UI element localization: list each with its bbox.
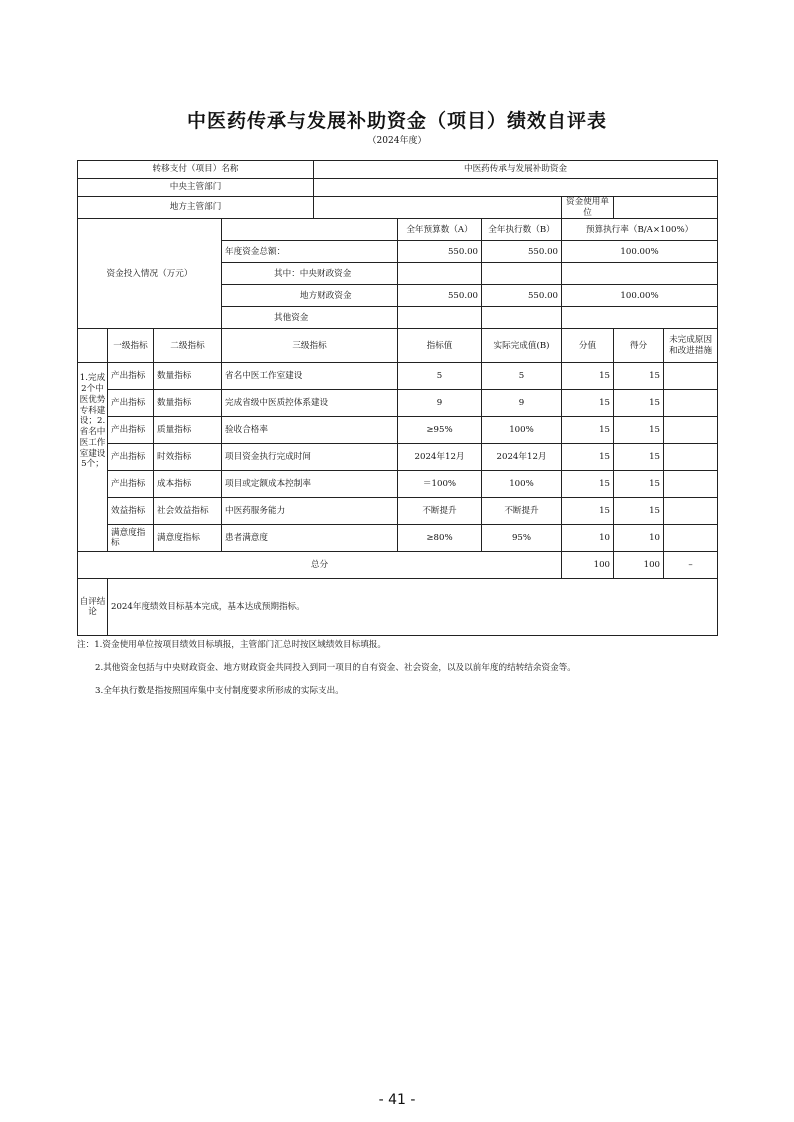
- indicator-l3: 患者满意度: [222, 525, 398, 552]
- indicator-l2: 社会效益指标: [154, 498, 222, 525]
- evaluation-table: [77, 160, 718, 636]
- total-label: 总分: [78, 552, 562, 579]
- funds-row-rate: [562, 263, 718, 285]
- note-item: 2.其他资金包括与中央财政资金、地方财政资金共同投入到同一项目的自有资金、社会资金，以及以前年度的结转结余资金等。: [95, 663, 576, 674]
- indicator-score-full: 15: [562, 390, 614, 417]
- indicator-reason: [664, 444, 718, 471]
- funds-row-a: 550.00: [398, 285, 482, 307]
- funds-row-b: 550.00: [482, 285, 562, 307]
- note-item: 3.全年执行数是指按照国库集中支付制度要求所形成的实际支出。: [95, 686, 344, 697]
- indicator-score: 15: [614, 444, 664, 471]
- funds-row-b: [482, 263, 562, 285]
- evaluation-label: 自评结论: [78, 579, 108, 636]
- funds-row-label: 年度资金总额：: [222, 241, 398, 263]
- indicator-target: ≥80%: [398, 525, 482, 552]
- indicator-header-row: [78, 329, 718, 363]
- indicator-l1: 产出指标: [108, 363, 154, 390]
- indicator-reason: [664, 498, 718, 525]
- fund-unit-label: 资金使用单位: [562, 197, 614, 219]
- header-target: 指标值: [398, 329, 482, 363]
- evaluation-text: 2024年度绩效目标基本完成，基本达成预期指标。: [108, 579, 718, 636]
- indicator-score: 15: [614, 417, 664, 444]
- funds-header-row: [78, 219, 718, 241]
- note-item: 注：1.资金使用单位按项目绩效目标填报，主管部门汇总时按区域绩效目标填报。: [77, 640, 386, 650]
- funds-row-a: [398, 307, 482, 329]
- indicator-row: [78, 390, 718, 417]
- indicator-target: 不断提升: [398, 498, 482, 525]
- indicator-l2: 时效指标: [154, 444, 222, 471]
- indicator-l3: 完成省级中医质控体系建设: [222, 390, 398, 417]
- indicator-l2: 满意度指标: [154, 525, 222, 552]
- indicator-l3: 项目或定额成本控制率: [222, 471, 398, 498]
- indicator-score: 15: [614, 390, 664, 417]
- funds-row-label: 地方财政资金: [222, 285, 398, 307]
- indicator-score-full: 15: [562, 444, 614, 471]
- project-name-value: 中医药传承与发展补助资金: [314, 161, 718, 179]
- indicator-reason: [664, 390, 718, 417]
- indicator-row: [78, 498, 718, 525]
- indicator-l1: 产出指标: [108, 390, 154, 417]
- funds-row-label: 其中：中央财政资金: [222, 263, 398, 285]
- indicator-actual: 2024年12月: [482, 444, 562, 471]
- total-score: 100: [614, 552, 664, 579]
- indicator-l1: 满意度指标: [108, 525, 154, 552]
- indicator-l1: 效益指标: [108, 498, 154, 525]
- indicator-target: 5: [398, 363, 482, 390]
- indicator-target: ≥95%: [398, 417, 482, 444]
- indicator-score: 15: [614, 471, 664, 498]
- fund-unit-value: [614, 197, 718, 219]
- indicator-score-full: 10: [562, 525, 614, 552]
- indicator-target: 2024年12月: [398, 444, 482, 471]
- indicator-l3: 验收合格率: [222, 417, 398, 444]
- indicator-l3: 省名中医工作室建设: [222, 363, 398, 390]
- total-reason: –: [664, 552, 718, 579]
- goal-text: 1.完成2个中医优势专科建设；2.省名中医工作室建设5个；: [78, 363, 108, 552]
- indicator-l2: 成本指标: [154, 471, 222, 498]
- central-dept-row: [78, 179, 718, 197]
- evaluation-row: [78, 579, 718, 636]
- funds-row-rate: 100.00%: [562, 285, 718, 307]
- indicator-score-full: 15: [562, 363, 614, 390]
- local-dept-label: 地方主管部门: [78, 197, 314, 219]
- indicator-row: [78, 444, 718, 471]
- central-dept-label: 中央主管部门: [78, 179, 314, 197]
- indicator-l3: 项目资金执行完成时间: [222, 444, 398, 471]
- indicator-reason: [664, 417, 718, 444]
- header-l2: 二级指标: [154, 329, 222, 363]
- indicator-l1: 产出指标: [108, 417, 154, 444]
- total-row: [78, 552, 718, 579]
- header-score-full: 分值: [562, 329, 614, 363]
- indicator-score: 15: [614, 363, 664, 390]
- indicator-target: 9: [398, 390, 482, 417]
- indicator-actual: 9: [482, 390, 562, 417]
- funds-col-a: 全年预算数（A）: [398, 219, 482, 241]
- funds-row-b: 550.00: [482, 241, 562, 263]
- page-subtitle: （2024年度）: [367, 136, 427, 146]
- indicator-l2: 质量指标: [154, 417, 222, 444]
- funds-row-rate: 100.00%: [562, 241, 718, 263]
- funds-col-rate: 预算执行率（B/A×100%）: [562, 219, 718, 241]
- indicator-score-full: 15: [562, 471, 614, 498]
- total-score-full: 100: [562, 552, 614, 579]
- funds-row-a: 550.00: [398, 241, 482, 263]
- indicator-reason: [664, 363, 718, 390]
- page-title: 中医药传承与发展补助资金（项目）绩效自评表: [186, 110, 607, 132]
- indicator-row: [78, 525, 718, 552]
- header-score: 得分: [614, 329, 664, 363]
- project-name-label: 转移支付（项目）名称: [78, 161, 314, 179]
- indicator-reason: [664, 525, 718, 552]
- indicator-l1: 产出指标: [108, 471, 154, 498]
- indicator-actual: 5: [482, 363, 562, 390]
- funds-row-label: 其他资金: [222, 307, 398, 329]
- indicator-actual: 100%: [482, 471, 562, 498]
- local-dept-row: [78, 197, 718, 219]
- indicator-score: 15: [614, 498, 664, 525]
- header-reason: 未完成原因和改进措施: [664, 329, 718, 363]
- indicator-score-full: 15: [562, 498, 614, 525]
- indicator-row: [78, 417, 718, 444]
- indicator-l2: 数量指标: [154, 390, 222, 417]
- funds-col-b: 全年执行数（B）: [482, 219, 562, 241]
- indicator-actual: 95%: [482, 525, 562, 552]
- funds-row-rate: [562, 307, 718, 329]
- indicator-l3: 中医药服务能力: [222, 498, 398, 525]
- indicator-actual: 不断提升: [482, 498, 562, 525]
- page-number: - 41 -: [378, 1092, 416, 1108]
- indicator-l2: 数量指标: [154, 363, 222, 390]
- notes: [77, 640, 737, 710]
- indicator-row: [78, 363, 718, 390]
- header-actual: 实际完成值(B): [482, 329, 562, 363]
- header-l3: 三级指标: [222, 329, 398, 363]
- funds-row-a: [398, 263, 482, 285]
- indicator-l1: 产出指标: [108, 444, 154, 471]
- indicator-reason: [664, 471, 718, 498]
- funds-row-b: [482, 307, 562, 329]
- funds-label: 资金投入情况（万元）: [78, 219, 222, 329]
- indicator-target: ＝100%: [398, 471, 482, 498]
- central-dept-value: [314, 179, 718, 197]
- indicator-score: 10: [614, 525, 664, 552]
- indicator-row: [78, 471, 718, 498]
- header-l1: 一级指标: [108, 329, 154, 363]
- project-name-row: [78, 161, 718, 179]
- indicator-score-full: 15: [562, 417, 614, 444]
- indicator-actual: 100%: [482, 417, 562, 444]
- local-dept-value: [314, 197, 562, 219]
